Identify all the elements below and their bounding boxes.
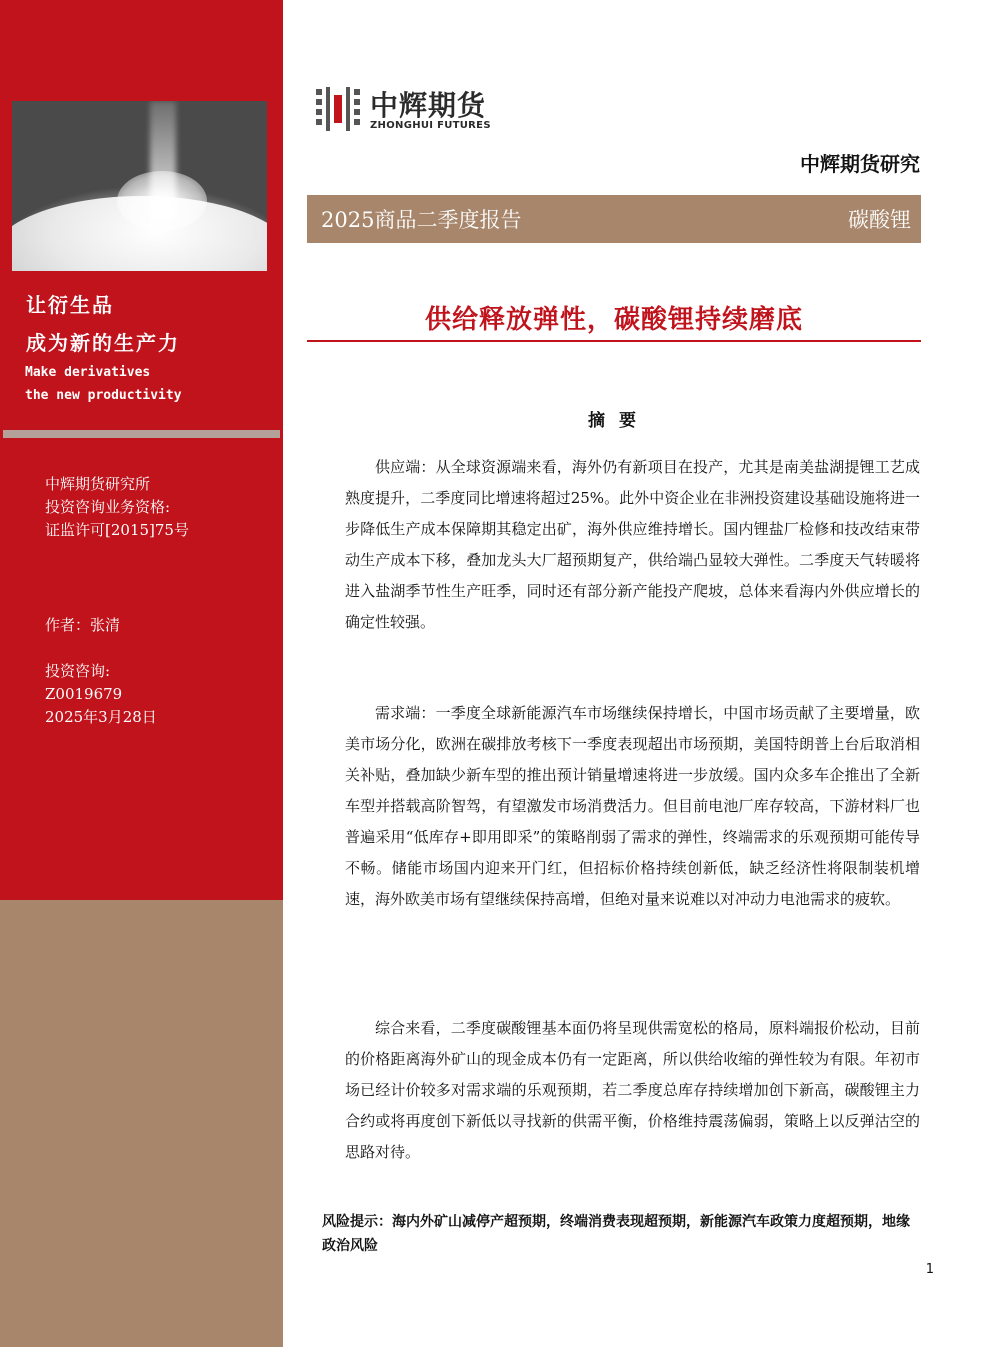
slogan-cn-line-2: 成为新的生产力 [26,331,180,355]
qualification-label: 投资咨询业务资格: [45,498,171,516]
title-underline [307,340,921,342]
banner-commodity: 碳酸锂 [848,208,911,232]
abstract-paragraph-summary: 综合来看，二季度碳酸锂基本面仍将呈现供需宽松的格局，原料端报价松动，目前的价格距离海外矿山的现金成本仍有一定距离，所以供给收缩的弹性较为有限。年初市场已经计价较多对需求端的乐观预期，若二季度总库存持续增加创下新高，碳酸锂主力合约或将再度创下新低以寻找新的供需平衡，价格维持震荡偏弱，策略上以反弹沽空的思路对待。 [345,1019,920,1161]
author: 作者：张清 [45,616,121,634]
cover-photo [12,101,267,271]
sidebar [0,0,283,1347]
powder-stream [150,101,176,221]
consult-label: 投资咨询: [45,662,111,680]
sidebar-divider [3,430,280,438]
banner-report-type: 2025商品二季度报告 [321,208,522,232]
page-number: 1 [925,1262,934,1277]
institute-name: 中辉期货研究所 [45,475,151,493]
report-title: 供给释放弹性，碳酸锂持续磨底 [424,305,803,335]
slogan-en-line-1: Make derivatives [25,365,151,380]
report-date: 2025年3月28日 [45,708,157,726]
logo-text-cn: 中辉期货 [370,89,487,122]
sidebar-brown-panel [0,900,283,1347]
abstract-paragraph-demand: 需求端：一季度全球新能源汽车市场继续保持增长，中国市场贡献了主要增量，欧美市场分化，欧洲在碳排放考核下一季度表现超出市场预期，美国特朗普上台后取消相关补贴，叠加缺少新车型的推出预计销量增速将进一步放缓。国内众多车企推出了全新车型并搭载高阶智驾，有望激发市场消费活力。但目前电池厂库存较高，下游材料厂也普遍采用“低库存+即用即采”的策略削弱了需求的弹性，终端需求的乐观预期可能传导不畅。储能市场国内迎来开门红，但招标价格持续创新低，缺乏经济性将限制装机增速，海外欧美市场有望继续保持高增，但绝对量来说难以对冲动力电池需求的疲软。 [345,704,920,908]
risk-warning: 风险提示：海内外矿山减停产超预期，终端消费表现超预期，新能源汽车政策力度超预期，地缘政治风险 [322,1214,910,1254]
abstract-paragraph-supply: 供应端：从全球资源端来看，海外仍有新项目在投产，尤其是南美盐湖提锂工艺成熟度提升，二季度同比增速将超过25%。此外中资企业在非洲投资建设基础设施将进一步降低生产成本保障期其稳定出矿，海外供应维持增长。国内锂盐厂检修和技改结束带动生产成本下移，叠加龙头大厂超预期复产，供给端凸显较大弹性。二季度天气转暖将进入盐湖季节性生产旺季，同时还有部分新产能投产爬坡，总体来看海内外供应增长的确定性较强。 [345,458,920,631]
research-heading: 中辉期货研究 [800,152,920,176]
slogan-en-line-2: the new productivity [25,388,182,403]
logo-text-en: ZHONGHUI FUTURES [370,120,491,131]
slogan-cn-line-1: 让衍生品 [26,293,114,317]
logo-mark-icon [316,87,360,131]
license-number: 证监许可[2015]75号 [45,521,189,539]
consult-id: Z0019679 [45,685,123,703]
report-banner [307,195,921,243]
abstract-heading: 摘 要 [588,411,640,431]
